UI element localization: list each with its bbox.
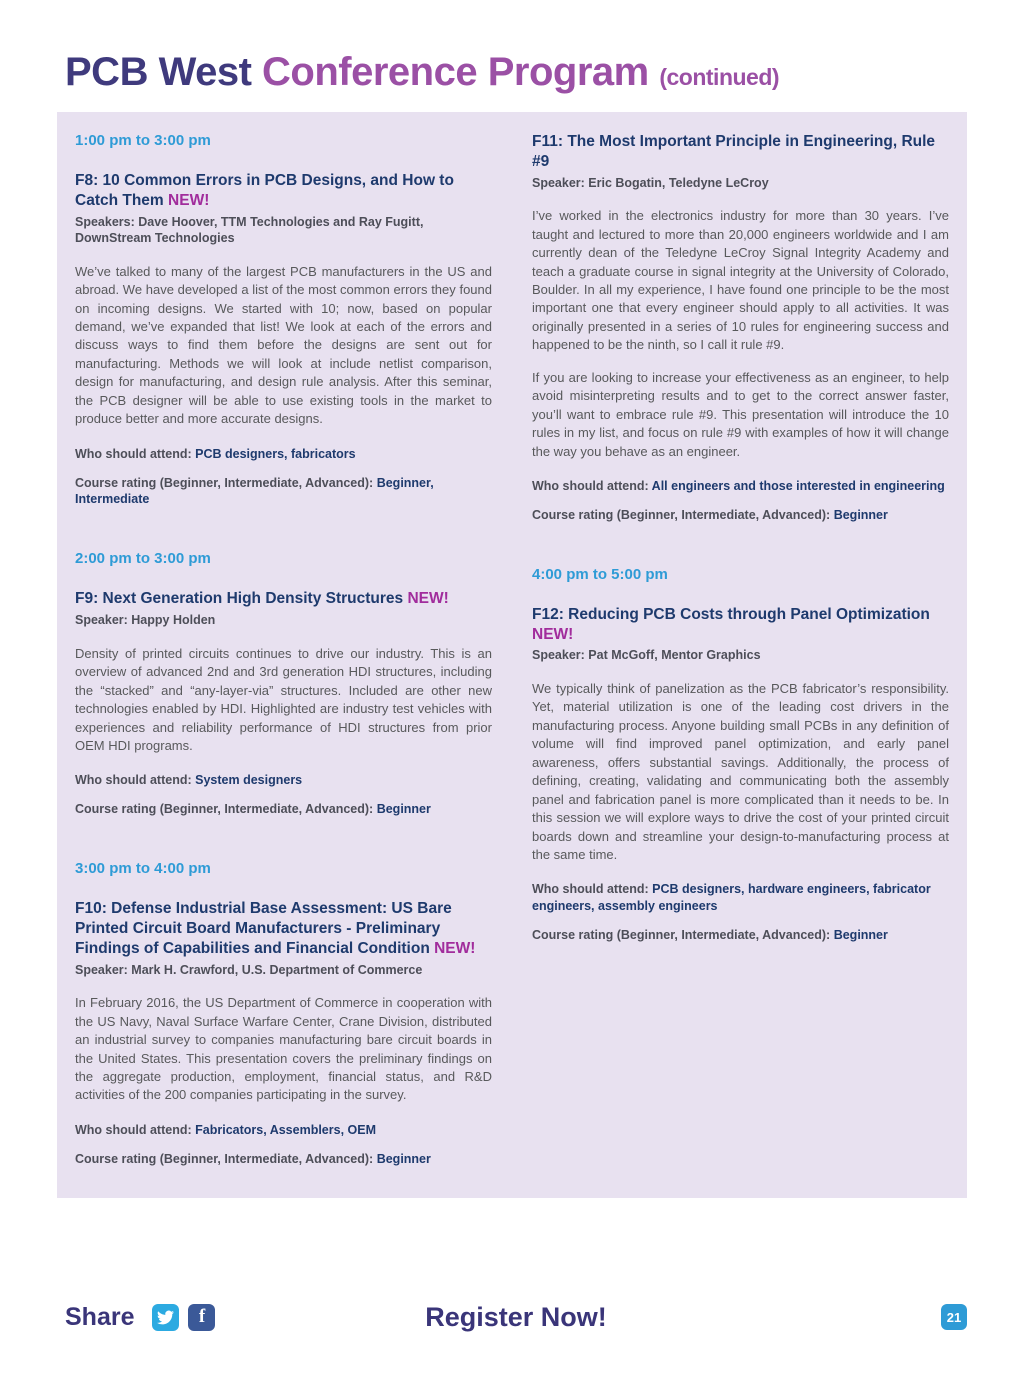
facebook-glyph: f (198, 1306, 206, 1327)
time-slot-heading-4: 4:00 pm to 5:00 pm (532, 565, 668, 583)
rating-label: Course rating (Beginner, Intermediate, Advanced): (532, 507, 831, 522)
right-column (524, 126, 957, 944)
session-f9-who-should-attend (75, 772, 492, 789)
session-f9-title-text: F9: Next Generation High Density Structures (75, 590, 404, 608)
session-f10-course-rating (75, 1151, 492, 1168)
session-f9-title (75, 589, 492, 609)
session-f8-description: We’ve talked to many of the largest PCB manufacturers in the US and abroad. We have developed a list of the most common errors they found on incoming designs. We started with 10; now, based on popular demand, we’ve expanded that list! We look at each of the errors and discuss ways to find them before the designs are sent out for manufacturing. Methods we will look at include netlist comparison, design for manufacturing, and design rule analysis. After this seminar, the PCB designer will be able to use existing tools in the market to produce better and more accurate designs. (75, 263, 492, 427)
session-f9-new-badge: NEW! (407, 590, 449, 608)
time-slot-heading-1: 1:00 pm to 3:00 pm (75, 132, 211, 149)
who-label: Who should attend: (75, 1122, 192, 1137)
who-label: Who should attend: (75, 446, 192, 461)
rating-value: Beginner, Intermediate (75, 475, 434, 507)
who-value: Fabricators, Assemblers, OEM (195, 1122, 376, 1137)
who-label: Who should attend: (532, 479, 649, 494)
session-f12 (532, 605, 949, 944)
session-f8-new-badge: NEW! (168, 191, 210, 209)
session-f10-new-badge: NEW! (434, 939, 476, 957)
session-f11-title-text: F11: The Most Important Principle in Engineering, Rule #9 (532, 133, 936, 170)
rating-label: Course rating (Beginner, Intermediate, Advanced): (532, 928, 831, 943)
twitter-icon[interactable] (152, 1304, 179, 1331)
session-f8-speakers: Speakers: Dave Hoover, TTM Technologies and Ray Fugitt, DownStream Technologies (75, 214, 424, 246)
time-slot-heading-3: 3:00 pm to 4:00 pm (75, 860, 211, 878)
session-f11-course-rating (532, 507, 949, 524)
register-now-button[interactable]: Register Now! (425, 1301, 607, 1332)
session-f12-description: We typically think of panelization as the PCB fabricator’s responsibility. Yet, material utilization is one of the leading cost drivers in the manufacturing process. Anyone building small PCBs in any definition of volume will find improved panel optimization, and early panel awareness, offers substantial savings. Additionally, the process of defining, creating, validating and communicating both the assembly panel and fabrication panel is more complicated than it needs to be. In this session we will explore ways to drive the cost of your printed circuit boards down and streamline your design-to-manufacturing process at the same time. (532, 680, 949, 863)
session-f9 (75, 589, 492, 818)
who-value: All engineers and those interested in engineering (651, 479, 945, 494)
rating-label: Course rating (Beginner, Intermediate, Advanced): (75, 1151, 374, 1166)
session-f10 (75, 899, 492, 1167)
time-slot-heading-2: 2:00 pm to 3:00 pm (75, 550, 211, 568)
who-value: PCB designers, fabricators (195, 446, 356, 461)
page-footer (65, 1300, 967, 1334)
share-label: Share (65, 1302, 135, 1331)
rating-label: Course rating (Beginner, Intermediate, Advanced): (75, 802, 374, 817)
session-f8-title (75, 171, 492, 211)
session-f8 (75, 171, 492, 508)
session-f11-description-p1: I’ve worked in the electronics industry for more than 30 years. I’ve taught and lectured to more than 20,000 engineers worldwide and I am currently dean of the Teledyne LeCroy Signal Integrity Academy and teach a graduate course in signal integrity at the University of Colorado, Boulder. In all my experience, I have found one principle to be the most important one that every engineer should apply to all activities. It was originally presented in a series of 10 rules for engineering success and happened to be the ninth, so I call it rule #9. (532, 208, 949, 353)
session-f10-title (75, 899, 492, 958)
page-title-main: PCB West (65, 50, 252, 94)
rating-label: Course rating (Beginner, Intermediate, Advanced): (75, 475, 374, 490)
session-f12-title-text: F12: Reducing PCB Costs through Panel Optimization (532, 605, 930, 623)
page-number-badge: 21 (941, 1304, 967, 1330)
program-panel (57, 112, 967, 1198)
facebook-icon[interactable] (188, 1304, 215, 1331)
session-f11-description-p2: If you are looking to increase your effectiveness as an engineer, to help avoid misinterpreting results and to get to the correct answer faster, you’ll want to embrace rule #9. This presentation will introduce the 10 rules in my list, and focus on rule #9 with examples of how it will change the way you behave as an engineer. (532, 369, 949, 459)
who-label: Who should attend: (532, 882, 649, 897)
who-label: Who should attend: (75, 773, 192, 788)
session-f8-title-text: F8: 10 Common Errors in PCB Designs, and How to Catch Them (75, 172, 454, 209)
left-column (67, 126, 500, 1168)
session-f9-course-rating (75, 801, 492, 818)
session-f8-who-should-attend (75, 446, 492, 463)
page-title-note: (continued) (659, 64, 780, 90)
session-f8-course-rating (75, 475, 492, 509)
who-value: System designers (195, 773, 303, 788)
session-f12-title (532, 605, 949, 645)
session-f11-who-should-attend (532, 478, 949, 495)
session-f9-speakers: Speaker: Happy Holden (75, 613, 216, 628)
session-f10-description: In February 2016, the US Department of Commerce in cooperation with the US Navy, Naval Surface Warfare Center, Crane Division, distributed an industrial survey to companies manufacturing bare circuit boards in the United States. This presentation covers the preliminary findings on the aggregate production, employment, financial status, and R&D activities of the 200 companies participating in the survey. (75, 995, 492, 1103)
session-f10-who-should-attend (75, 1122, 492, 1139)
session-f10-speakers: Speaker: Mark H. Crawford, U.S. Department of Commerce (75, 962, 423, 977)
session-f9-description: Density of printed circuits continues to drive our industry. This is an overview of advanced 2nd and 3rd generation HDI structures, including the “stacked” and “any-layer-via” structures. Included are other new technologies enabled by HDI. Highlighted are industry test vehicles with experiences and reliability performance of HDI structures from prior OEM HDI programs. (75, 645, 492, 753)
session-f10-title-text: F10: Defense Industrial Base Assessment: US Bare Printed Circuit Board Manufacturers - Preliminary Findings of Capabilities and Financial Condition (75, 900, 452, 957)
session-f11-speakers: Speaker: Eric Bogatin, Teledyne LeCroy (532, 175, 769, 190)
session-f12-speakers: Speaker: Pat McGoff, Mentor Graphics (532, 648, 761, 663)
who-value: PCB designers, hardware engineers, fabricator engineers, assembly engineers (532, 882, 931, 914)
session-f12-new-badge: NEW! (532, 625, 574, 643)
session-f12-course-rating (532, 927, 949, 944)
session-f11-title (532, 132, 949, 172)
page-title-accent: Conference Program (262, 50, 649, 94)
rating-value: Beginner (376, 1151, 431, 1166)
rating-value: Beginner (376, 802, 431, 817)
rating-value: Beginner (833, 507, 888, 522)
rating-value: Beginner (833, 928, 888, 943)
session-f11 (532, 132, 949, 524)
page-header (0, 0, 1024, 94)
page-title (65, 50, 967, 94)
session-f12-who-should-attend (532, 881, 949, 915)
